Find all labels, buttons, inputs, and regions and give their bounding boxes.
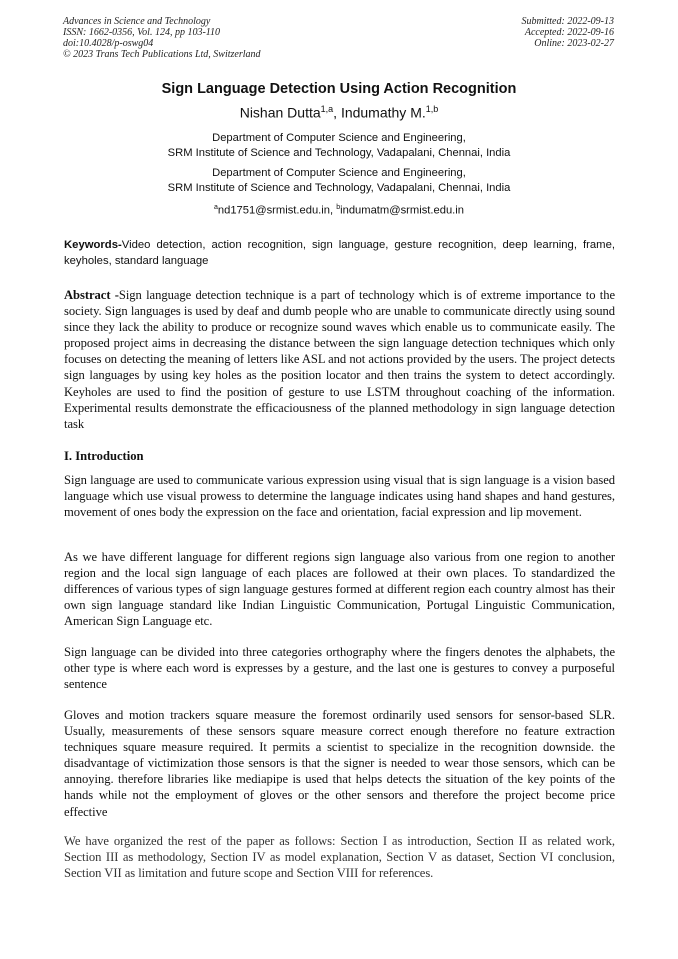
doi[interactable]: doi:10.4028/p-oswg04 — [63, 38, 154, 49]
email-link[interactable]: nd1751@srmist.edu.in, — [217, 204, 337, 217]
journal-info — [63, 16, 383, 60]
online-date: Online: 2023-02-27 — [534, 38, 614, 49]
affiliation-department: Department of Computer Science and Engineering, — [212, 132, 466, 144]
body-paragraph: We have organized the rest of the paper as follows: Section I as introduction, Section II as related work, Section III as methodology, Section IV as model explanation, Section V as dataset, Section VI conclusion, Section VII as limitation and future scope and Section VIII for references. — [64, 834, 615, 881]
issn: ISSN: 1662-0356, Vol. 124, pp 103-110 — [63, 27, 221, 38]
journal-name: Advances in Science and Technology — [63, 16, 211, 27]
keywords — [64, 237, 615, 269]
body-paragraph: Sign language can be divided into three categories orthography where the fingers denotes the alphabets, the other type is where each word is expresses by a gesture, and the last one is gestures to convey a purposeful sentence — [64, 645, 615, 692]
author-separator: , — [333, 104, 341, 121]
author-list — [0, 104, 678, 121]
affiliation — [0, 166, 678, 196]
author-affiliation-marker: 1,b — [425, 104, 439, 114]
publication-dates — [394, 16, 614, 49]
abstract-label: Abstract - — [64, 288, 119, 302]
affiliation — [0, 131, 678, 161]
email-marker: a — [213, 204, 218, 211]
keywords-text: Video detection, action recognition, sign language, gesture recognition, deep learning, frame, keyholes, standard language — [64, 239, 615, 267]
accepted-date: Accepted: 2022-09-16 — [524, 27, 614, 38]
copyright: © 2023 Trans Tech Publications Ltd, Switzerland — [63, 49, 261, 60]
author-name: Nishan Dutta — [239, 104, 321, 121]
email-marker: b — [336, 204, 341, 211]
body-paragraph: Sign language are used to communicate various expression using visual that is sign language is a vision based language which use visual prowess to determine the language indicates using hand shapes and hand gestures, movement of ones body the expression on the face and orientation, facial expression and lip movement. — [64, 473, 615, 520]
abstract-text: Sign language detection technique is a part of technology which is of extreme importance to the society. Sign languages is used by deaf and dumb people who are unable to communicate directly using sound since they lack the ability to produce or recognize sound waves which enable us to communicate easily. The proposed project aims in decreasing the distance between the sign language detection techniques which only focuses on detecting the meaning of letters like ASL and not actions provided by the users. The project detects sign languages by using key holes as the position locator and then trains the system to detect accordingly. Keyholes are used to find the position of gesture to use LSTM throughout coaching of the information. Experimental results demonstrate the efficaciousness of the planned methodology in sign language detection task — [64, 288, 615, 431]
affiliation-institution: SRM Institute of Science and Technology, Vadapalani, Chennai, India — [167, 147, 511, 159]
author-name: Indumathy M. — [340, 104, 426, 121]
email-link[interactable]: indumatm@srmist.edu.in — [340, 204, 465, 217]
affiliation-department: Department of Computer Science and Engineering, — [212, 167, 466, 179]
body-paragraph: Gloves and motion trackers square measure the foremost ordinarily used sensors for sensor-based SLR. Usually, measurements of these sensors square measure correct enough therefore no feature extraction techniques square measure required. It permits a scientist to specialize in the recognition downside. the disadvantage of victimization those sensors is that the signer is needed to wear those sensors, which can be annoying. therefore libraries like mediapipe is used that helps detects the situation of the key points of the hands while not the employment of gloves or the other sensors and therefore the project become price effective — [64, 708, 615, 819]
author-affiliation-marker: 1,a — [320, 104, 334, 114]
keywords-label: Keywords- — [64, 239, 122, 251]
body-paragraph: As we have different language for different regions sign language also various from one region to another region and the local sign language of each places are followed at their own places. To standardized the differences of various types of sign language gestures formed at different region each country almost has their own sign language standard like Indian Linguistic Communication, Portugal Linguistic Communication, American Sign Language etc. — [64, 550, 615, 629]
submitted-date: Submitted: 2022-09-13 — [521, 16, 614, 27]
abstract — [64, 287, 615, 432]
affiliation-institution: SRM Institute of Science and Technology, Vadapalani, Chennai, India — [167, 182, 511, 194]
author-emails — [0, 204, 678, 217]
paper-title: Sign Language Detection Using Action Recognition — [161, 81, 517, 97]
section-heading: I. Introduction — [64, 449, 144, 463]
